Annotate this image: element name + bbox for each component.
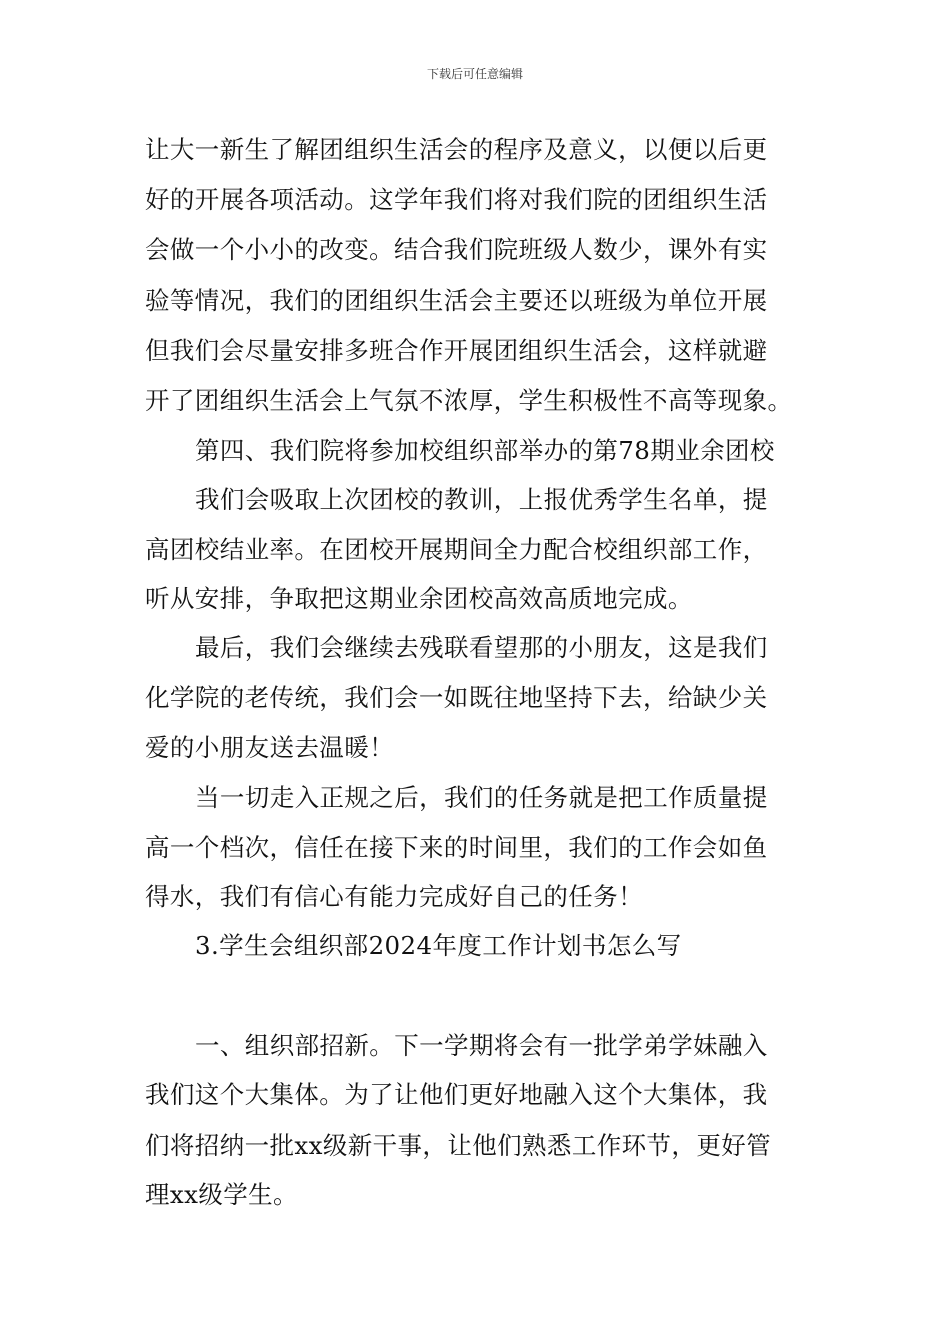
text-line: 们将招纳一批xx级新干事，让他们熟悉工作环节，更好管	[145, 1131, 772, 1160]
text-line: 开了团组织生活会上气氛不浓厚，学生积极性不高等现象。	[145, 386, 793, 415]
text-line: 让大一新生了解团组织生活会的程序及意义，以便以后更	[145, 135, 768, 164]
text-line: 但我们会尽量安排多班合作开展团组织生活会，这样就避	[145, 336, 768, 365]
text-line: 验等情况，我们的团组织生活会主要还以班级为单位开展	[145, 286, 768, 315]
text-line: 好的开展各项活动。这学年我们将对我们院的团组织生活	[145, 185, 768, 214]
text-line: 最后，我们会继续去残联看望那的小朋友，这是我们	[195, 633, 768, 662]
text-line: 化学院的老传统，我们会一如既往地坚持下去，给缺少关	[145, 683, 768, 712]
text-line: 我们这个大集体。为了让他们更好地融入这个大集体，我	[145, 1080, 768, 1109]
text-line: 会做一个小小的改变。结合我们院班级人数少，课外有实	[145, 235, 768, 264]
page-header-note: 下载后可任意编辑	[426, 67, 523, 81]
text-line: 高团校结业率。在团校开展期间全力配合校组织部工作，	[145, 535, 768, 564]
text-line: 当一切走入正规之后，我们的任务就是把工作质量提	[195, 783, 768, 812]
text-line: 理xx级学生。	[145, 1180, 298, 1209]
text-line: 爱的小朋友送去温暖！	[145, 733, 394, 762]
text-line: 高一个档次，信任在接下来的时间里，我们的工作会如鱼	[145, 833, 768, 862]
text-line: 得水，我们有信心有能力完成好自己的任务！	[145, 882, 643, 911]
text-line: 第四、我们院将参加校组织部举办的第78期业余团校	[195, 436, 775, 465]
text-line: 听从安排，争取把这期业余团校高效高质地完成。	[145, 584, 693, 613]
text-line: 一、组织部招新。下一学期将会有一批学弟学妹融入	[195, 1031, 768, 1060]
section-heading: 3.学生会组织部2024年度工作计划书怎么写	[195, 931, 682, 960]
text-line: 我们会吸取上次团校的教训，上报优秀学生名单，提	[195, 485, 768, 514]
